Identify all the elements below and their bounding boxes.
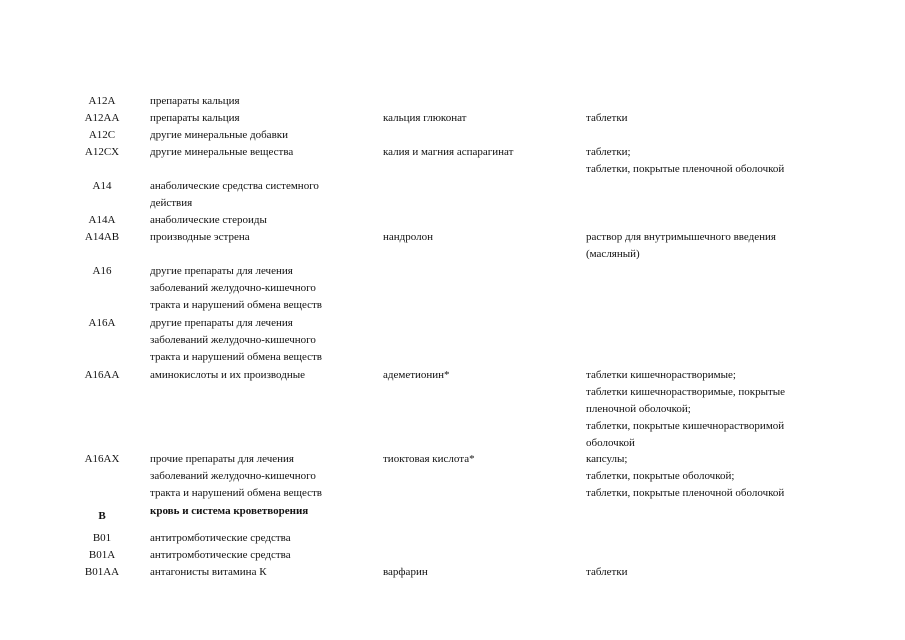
row-code: A14AB: [84, 231, 120, 243]
row-form-line: таблетки;: [586, 146, 631, 158]
row-name-line: другие минеральные добавки: [150, 129, 288, 141]
row-name-line: анаболические средства системного: [150, 180, 319, 192]
row-name-line: анаболические стероиды: [150, 214, 267, 226]
row-code: A12A: [88, 95, 116, 107]
row-form-line: оболочкой: [586, 437, 635, 449]
row-form-line: раствор для внутримышечного введения: [586, 231, 776, 243]
row-form-line: таблетки, покрытые оболочкой;: [586, 470, 735, 482]
row-substance: адеметионин*: [383, 369, 450, 381]
row-name-line: тракта и нарушений обмена веществ: [150, 351, 322, 363]
row-name-line: действия: [150, 197, 193, 209]
row-form-line: таблетки, покрытые кишечнорастворимой: [586, 420, 785, 432]
row-code: B01AA: [84, 566, 120, 578]
row-name-line: препараты кальция: [150, 112, 240, 124]
row-name-line: препараты кальция: [150, 95, 240, 107]
row-code: A14A: [88, 214, 116, 226]
row-code: B: [98, 510, 106, 522]
row-form-line: капсулы;: [586, 453, 628, 465]
row-name-line: аминокислоты и их производные: [150, 369, 305, 381]
row-form-line: пленочной оболочкой;: [586, 403, 691, 415]
row-substance: тиоктовая кислота*: [383, 453, 475, 465]
row-name-line: тракта и нарушений обмена веществ: [150, 487, 322, 499]
row-name-line: антагонисты витамина К: [150, 566, 267, 578]
row-name-line: другие препараты для лечения: [150, 265, 293, 277]
row-form-line: таблетки: [586, 566, 628, 578]
row-substance: варфарин: [383, 566, 428, 578]
row-name-line: другие препараты для лечения: [150, 317, 293, 329]
row-name-line: заболеваний желудочно-кишечного: [150, 470, 316, 482]
row-name-line: антитромботические средства: [150, 532, 291, 544]
row-code: A12C: [88, 129, 116, 141]
row-form-line: таблетки кишечнорастворимые;: [586, 369, 736, 381]
row-name-line: тракта и нарушений обмена веществ: [150, 299, 322, 311]
row-name-line: прочие препараты для лечения: [150, 453, 294, 465]
row-name-line: кровь и система кроветворения: [150, 505, 309, 517]
row-name-line: заболеваний желудочно-кишечного: [150, 282, 316, 294]
row-name-line: производные эстрена: [150, 231, 250, 243]
row-code: A12CX: [84, 146, 120, 158]
row-name-line: заболеваний желудочно-кишечного: [150, 334, 316, 346]
row-form-line: таблетки, покрытые пленочной оболочкой: [586, 487, 785, 499]
row-code: B01A: [88, 549, 116, 561]
row-code: A16AX: [84, 453, 120, 465]
row-code: B01: [92, 532, 112, 544]
row-code: A14: [92, 180, 112, 192]
row-substance: нандролон: [383, 231, 433, 243]
row-code: A12AA: [84, 112, 120, 124]
row-name-line: другие минеральные вещества: [150, 146, 294, 158]
row-substance: кальция глюконат: [383, 112, 467, 124]
row-form-line: (масляный): [586, 248, 640, 260]
row-form-line: таблетки кишечнорастворимые, покрытые: [586, 386, 786, 398]
row-name-line: антитромботические средства: [150, 549, 291, 561]
row-code: A16AA: [84, 369, 120, 381]
row-substance: калия и магния аспарагинат: [383, 146, 514, 158]
row-form-line: таблетки: [586, 112, 628, 124]
row-code: A16A: [88, 317, 116, 329]
row-code: A16: [92, 265, 112, 277]
row-form-line: таблетки, покрытые пленочной оболочкой: [586, 163, 785, 175]
